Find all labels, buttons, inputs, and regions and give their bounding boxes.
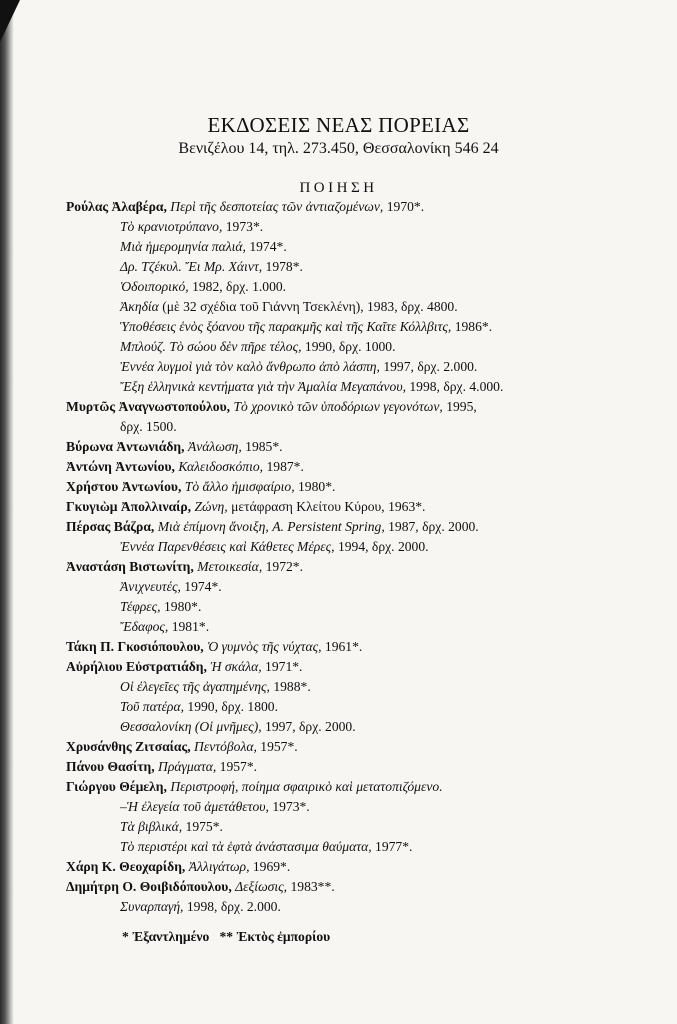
work-title: Ὁ γυμνὸς τῆς νύχτας, — [207, 639, 322, 654]
work-title: Καλειδοσκόπιο, — [178, 459, 264, 474]
author-entry — [0, 657, 677, 677]
entry-details: 1998, δρχ. 2.000. — [183, 899, 281, 914]
entry-details: 1982, δρχ. 1.000. — [188, 279, 287, 294]
author-name: Χάρη Κ. Θεοχαρίδη, — [66, 859, 186, 874]
work-entry — [0, 377, 677, 397]
entry-details: 1972*. — [262, 559, 303, 574]
author-entry — [0, 437, 677, 457]
work-entry — [0, 677, 677, 697]
work-title: Τὸ χρονικὸ τῶν ὑποδόριων γεγονότων, — [233, 399, 443, 414]
author-name: Χρήστου Ἀντωνίου, — [66, 479, 182, 494]
work-title: Μιὰ ἐπίμονη ἄνοιξη, A. Persistent Spring, — [157, 519, 385, 534]
work-title: Ἔξη ἑλληνικὰ κεντήματα γιὰ τὴν Ἀμαλία Μεγαπάνου, — [120, 379, 406, 394]
entry-details: 1973*. — [222, 219, 264, 234]
work-entry — [0, 577, 677, 597]
author-name: Βύρωνα Ἀντωνιάδη, — [66, 439, 185, 454]
work-title: Δρ. Τζέκυλ. Ἔι Μρ. Χάιντ, — [120, 259, 263, 274]
work-title: Θεσσαλονίκη (Οἱ μνῆμες), — [120, 719, 262, 734]
work-title: Ὑποθέσεις ἑνὸς ξόανου τῆς παρακμῆς καὶ τῆς Καῖτε Κόλλβιτς, — [120, 319, 452, 334]
author-name: Γκυγιὼμ Ἀπολλιναίρ, — [66, 499, 192, 514]
author-name: Πάνου Θασίτη, — [66, 759, 155, 774]
work-title: Πεντόβολα, — [194, 739, 257, 754]
work-title: Ἡ σκάλα, — [210, 659, 262, 674]
author-entry — [0, 397, 677, 417]
work-title: Συναρπαγή, — [120, 899, 184, 914]
entry-details: 1978*. — [262, 259, 303, 274]
work-entry — [0, 817, 677, 837]
section-heading: ΠΟΙΗΣΗ — [299, 180, 378, 196]
page-corner-shadow — [0, 0, 20, 42]
work-entry — [0, 897, 677, 917]
entry-details: 1974*. — [180, 579, 222, 594]
entry-details: 1980*. — [294, 479, 336, 494]
author-entry — [0, 737, 677, 757]
entry-details: 1969*. — [249, 859, 291, 874]
work-title: Ἔδαφος, — [120, 619, 169, 634]
work-title: Ἀνιχνευτές, — [120, 579, 181, 594]
author-entry — [0, 557, 677, 577]
entry-details: 1985*. — [241, 439, 283, 454]
entry-details: 1977*. — [371, 839, 413, 854]
work-title: Ζώνη, — [194, 499, 228, 514]
work-entry — [0, 797, 677, 817]
entry-details: μετάφραση Κλείτου Κύρου, 1963*. — [227, 499, 426, 514]
entry-details: 1988*. — [269, 679, 311, 694]
entry-details: 1995, — [442, 399, 477, 414]
entry-details: 1986*. — [451, 319, 493, 334]
author-name: Ρούλας Ἀλαβέρα, — [66, 199, 167, 214]
work-entry — [0, 237, 677, 257]
work-title: Ὁδοιπορικό, — [120, 279, 189, 294]
work-entry — [0, 417, 677, 437]
author-name: Ἀναστάση Βιστωνίτη, — [66, 559, 194, 574]
author-name: Αὐρήλιου Εὐστρατιάδη, — [66, 659, 207, 674]
author-entry — [0, 857, 677, 877]
work-entry — [0, 537, 677, 557]
work-entry — [0, 257, 677, 277]
entry-details: 1981*. — [168, 619, 210, 634]
entry-details: 1994, δρχ. 2000. — [334, 539, 429, 554]
author-name: Ἀντώνη Ἀντωνίου, — [66, 459, 175, 474]
entry-details: 1961*. — [321, 639, 363, 654]
author-entry — [0, 197, 677, 217]
work-title: Περὶ τῆς δεσποτείας τῶν ἀντιαζομένων, — [170, 199, 384, 214]
work-title: Τέφρες, — [120, 599, 161, 614]
work-title: Τοῦ πατέρα, — [120, 699, 184, 714]
entry-details: 1980*. — [160, 599, 202, 614]
entry-details: 1957*. — [216, 759, 258, 774]
entry-details: 1983**. — [287, 879, 335, 894]
entry-details: 1974*. — [245, 239, 287, 254]
work-title: Μπλούζ. Τὸ σώου δὲν πῆρε τέλος, — [120, 339, 302, 354]
work-entry — [0, 337, 677, 357]
entry-details: δρχ. 1500. — [120, 419, 177, 434]
work-title: Τὸ ἄλλο ἡμισφαίριο, — [184, 479, 295, 494]
publisher-title: ΕΚΔΟΣΕΙΣ ΝΕΑΣ ΠΟΡΕΙΑΣ — [207, 113, 470, 137]
entry-details: 1975*. — [182, 819, 223, 834]
work-title: Τὸ περιστέρι καὶ τὰ ἑφτὰ ἀνάστασιμα θαύματα, — [120, 839, 372, 854]
author-entry — [0, 477, 677, 497]
publisher-address: Βενιζέλου 14, τηλ. 273.450, Θεσσαλονίκη 546 24 — [178, 140, 499, 157]
entry-details: 1973*. — [268, 799, 310, 814]
work-entry — [0, 697, 677, 717]
entry-details: 1997, δρχ. 2000. — [261, 719, 356, 734]
work-title: Πράγματα, — [158, 759, 217, 774]
entry-details: 1970*. — [383, 199, 425, 214]
work-entry — [0, 837, 677, 857]
entry-details: (μὲ 32 σχέδια τοῦ Γιάννη Τσεκλένη), 1983, δρχ. 4800. — [158, 299, 458, 314]
author-entry — [0, 637, 677, 657]
entry-details: 1987, δρχ. 2000. — [384, 519, 479, 534]
work-title: Οἱ ἐλεγεῖες τῆς ἀγαπημένης, — [120, 679, 270, 694]
work-entry — [0, 617, 677, 637]
author-entry — [0, 497, 677, 517]
author-entry — [0, 777, 677, 797]
work-title: Μετοικεσία, — [197, 559, 263, 574]
entry-details: 1987*. — [263, 459, 304, 474]
entry-details: 1971*. — [261, 659, 303, 674]
work-entry — [0, 277, 677, 297]
work-entry — [0, 317, 677, 337]
work-title: Ἀκηδία — [120, 299, 159, 314]
author-entry — [0, 517, 677, 537]
work-title: Ἀνάλωση, — [187, 439, 242, 454]
entry-details: 1957*. — [256, 739, 298, 754]
work-title: Περιστροφή, ποίημα σφαιρικὸ καὶ μετατοπιζόμενο. — [170, 779, 443, 794]
author-name: Δημήτρη Ο. Θοιβιδόπουλου, — [66, 879, 232, 894]
work-title: Μιὰ ἡμερομηνία παλιά, — [120, 239, 246, 254]
work-title: Δεξίωσις, — [235, 879, 288, 894]
entry-details: 1997, δρχ. 2.000. — [379, 359, 478, 374]
author-name: Γιώργου Θέμελη, — [66, 779, 167, 794]
author-entry — [0, 457, 677, 477]
work-title: Ἐννέα λυγμοὶ γιὰ τὸν καλὸ ἄνθρωπο ἀπὸ λάσπη, — [120, 359, 380, 374]
author-entry — [0, 757, 677, 777]
work-title: Τὰ βιβλικά, — [120, 819, 183, 834]
author-name: Τάκη Π. Γκοσιόπουλου, — [66, 639, 204, 654]
author-entry — [0, 877, 677, 897]
entry-details: 1990, δρχ. 1800. — [184, 699, 278, 714]
entry-details: 1990, δρχ. 1000. — [301, 339, 396, 354]
work-title: Τὸ κρανιοτρύπανο, — [120, 219, 223, 234]
author-name: Μυρτῶς Ἀναγνωστοπούλου, — [66, 399, 231, 414]
work-entry — [0, 717, 677, 737]
work-title: Ἐννέα Παρενθέσεις καὶ Κάθετες Μέρες, — [120, 539, 335, 554]
author-name: Πέρσας Βάζρα, — [66, 519, 155, 534]
work-entry — [0, 297, 677, 317]
author-name: Χρυσάνθης Ζιτσαίας, — [66, 739, 191, 754]
footnote: * Ἐξαντλημένο ** Ἐκτὸς ἐμπορίου — [122, 929, 331, 944]
work-title: –Ἡ ἐλεγεία τοῦ ἀμετάθετου, — [120, 799, 269, 814]
work-entry — [0, 217, 677, 237]
work-entry — [0, 357, 677, 377]
work-title: Ἀλλιγάτωρ, — [188, 859, 250, 874]
bibliography-list — [0, 197, 677, 917]
entry-details: 1998, δρχ. 4.000. — [405, 379, 504, 394]
work-entry — [0, 597, 677, 617]
